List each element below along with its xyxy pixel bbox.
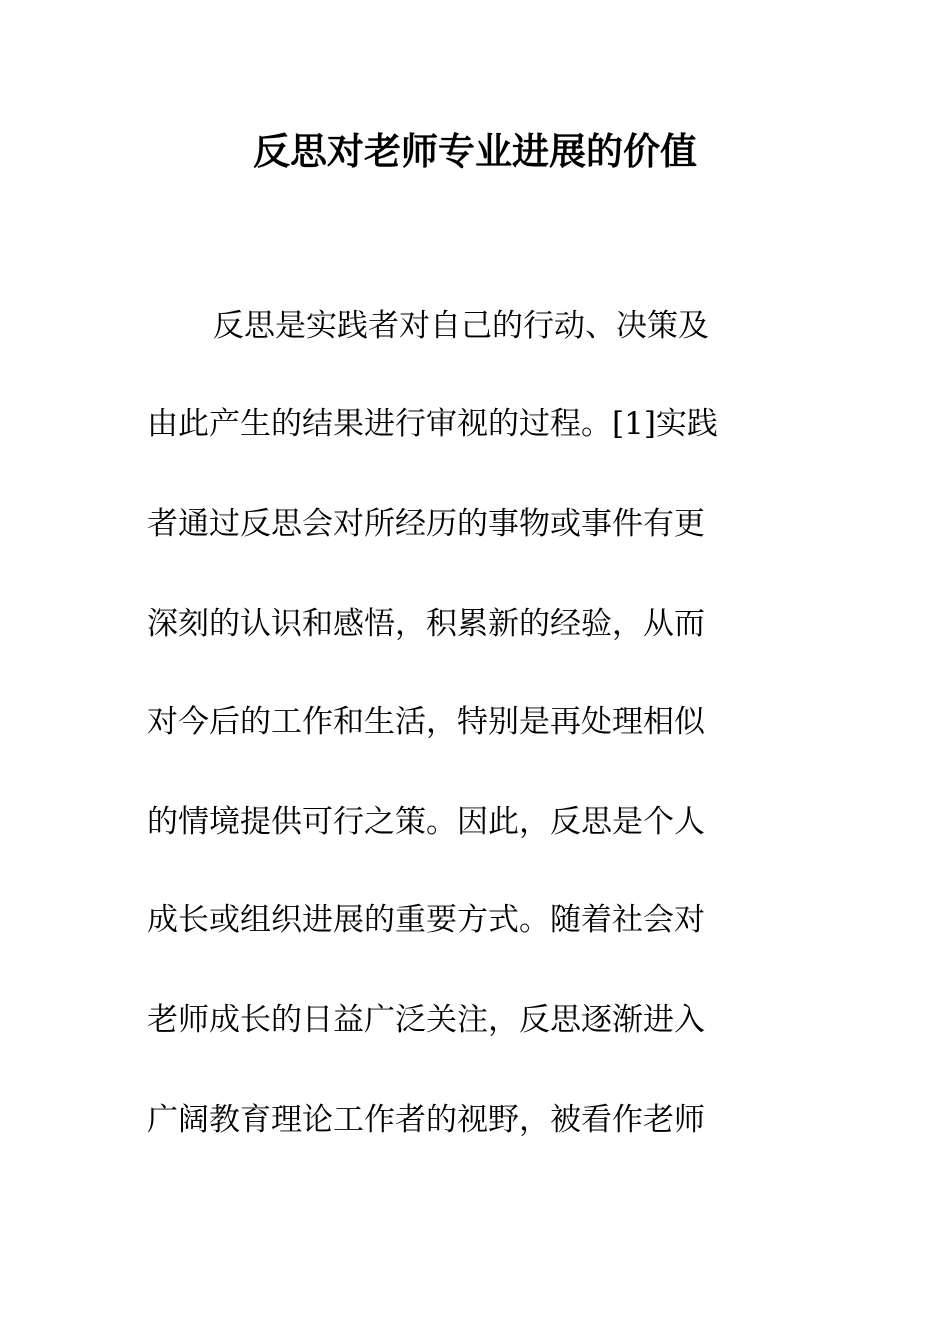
paragraph-line-5: 对今后的工作和生活，特别是再处理相似 bbox=[147, 704, 705, 740]
paragraph-line-3: 者通过反思会对所经历的事物或事件有更 bbox=[147, 506, 705, 542]
paragraph-line-8: 老师成长的日益广泛关注，反思逐渐进入 bbox=[147, 1002, 705, 1038]
paragraph-line-1: 反思是实践者对自己的行动、决策及 bbox=[213, 308, 709, 344]
document-title: 反思对老师专业进展的价值 bbox=[253, 130, 697, 173]
paragraph-line-2: 由此产生的结果进行审视的过程。[1]实践 bbox=[147, 406, 718, 442]
paragraph-line-6: 的情境提供可行之策。因此，反思是个人 bbox=[147, 804, 705, 840]
paragraph-line-4: 深刻的认识和感悟，积累新的经验，从而 bbox=[147, 606, 705, 642]
paragraph-line-7: 成长或组织进展的重要方式。随着社会对 bbox=[147, 902, 705, 938]
paragraph-line-9: 广阔教育理论工作者的视野，被看作老师 bbox=[147, 1102, 705, 1138]
